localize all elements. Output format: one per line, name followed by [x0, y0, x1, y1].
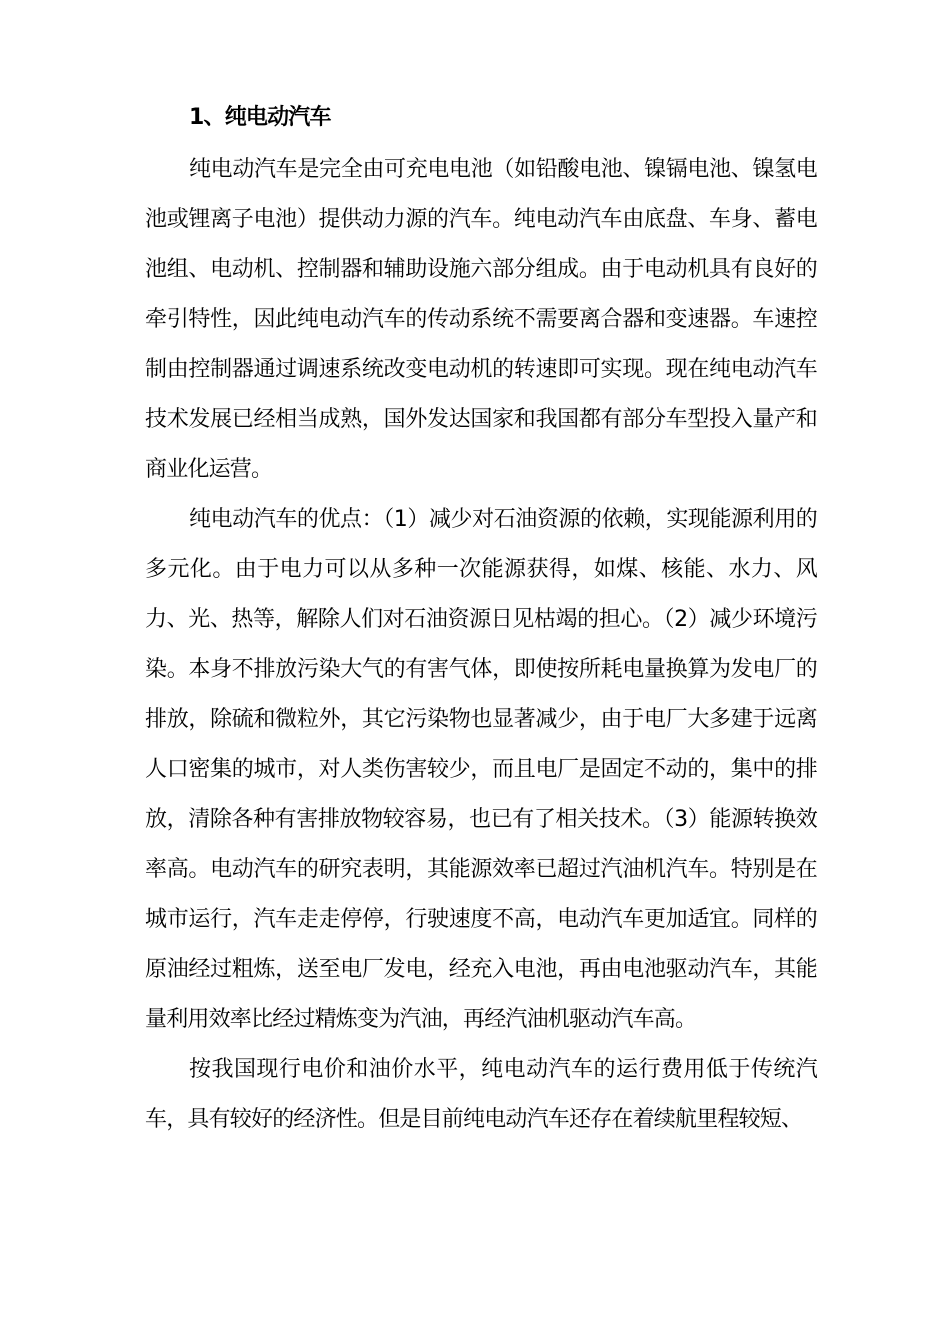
section-heading: 1、纯电动汽车 — [189, 105, 331, 130]
paragraph-economy: 按我国现行电价和油价水平，纯电动汽车的运行费用低于传统汽车，具有较好的经济性。但是目前纯电动汽车还存在着续航里程较短、 — [145, 1057, 817, 1132]
paragraph-advantages: 纯电动汽车的优点：（1）减少对石油资源的依赖，实现能源利用的多元化。由于电力可以从多种一次能源获得，如煤、核能、水力、风力、光、热等，解除人们对石油资源日见枯竭的担心。（2）减少环境污染。本身不排放污染大气的有害气体，即使按所耗电量换算为发电厂的排放，除硫和微粒外，其它污染物也显著减少，由于电厂大多建于远离人口密集的城市，对人类伤害较少，而且电厂是固定不动的，集中的排放，清除各种有害排放物较容易，也已有了相关技术。（3）能源转换效率高。电动汽车的研究表明，其能源效率已超过汽油机汽车。特别是在城市运行，汽车走走停停，行驶速度不高，电动汽车更加适宜。同样的原油经过粗炼，送至电厂发电，经充入电池，再由电池驱动汽车，其能量利用效率比经过精炼变为汽油，再经汽油机驱动汽车高。 — [145, 507, 817, 1032]
paragraph-definition: 纯电动汽车是完全由可充电电池（如铅酸电池、镍镉电池、镍氢电池或锂离子电池）提供动力源的汽车。纯电动汽车由底盘、车身、蓄电池组、电动机、控制器和辅助设施六部分组成。由于电动机具有良好的牵引特性，因此纯电动汽车的传动系统不需要离合器和变速器。车速控制由控制器通过调速系统改变电动机的转速即可实现。现在纯电动汽车技术发展已经相当成熟，国外发达国家和我国都有部分车型投入量产和商业化运营。 — [145, 157, 817, 482]
document-body — [145, 100, 817, 1145]
